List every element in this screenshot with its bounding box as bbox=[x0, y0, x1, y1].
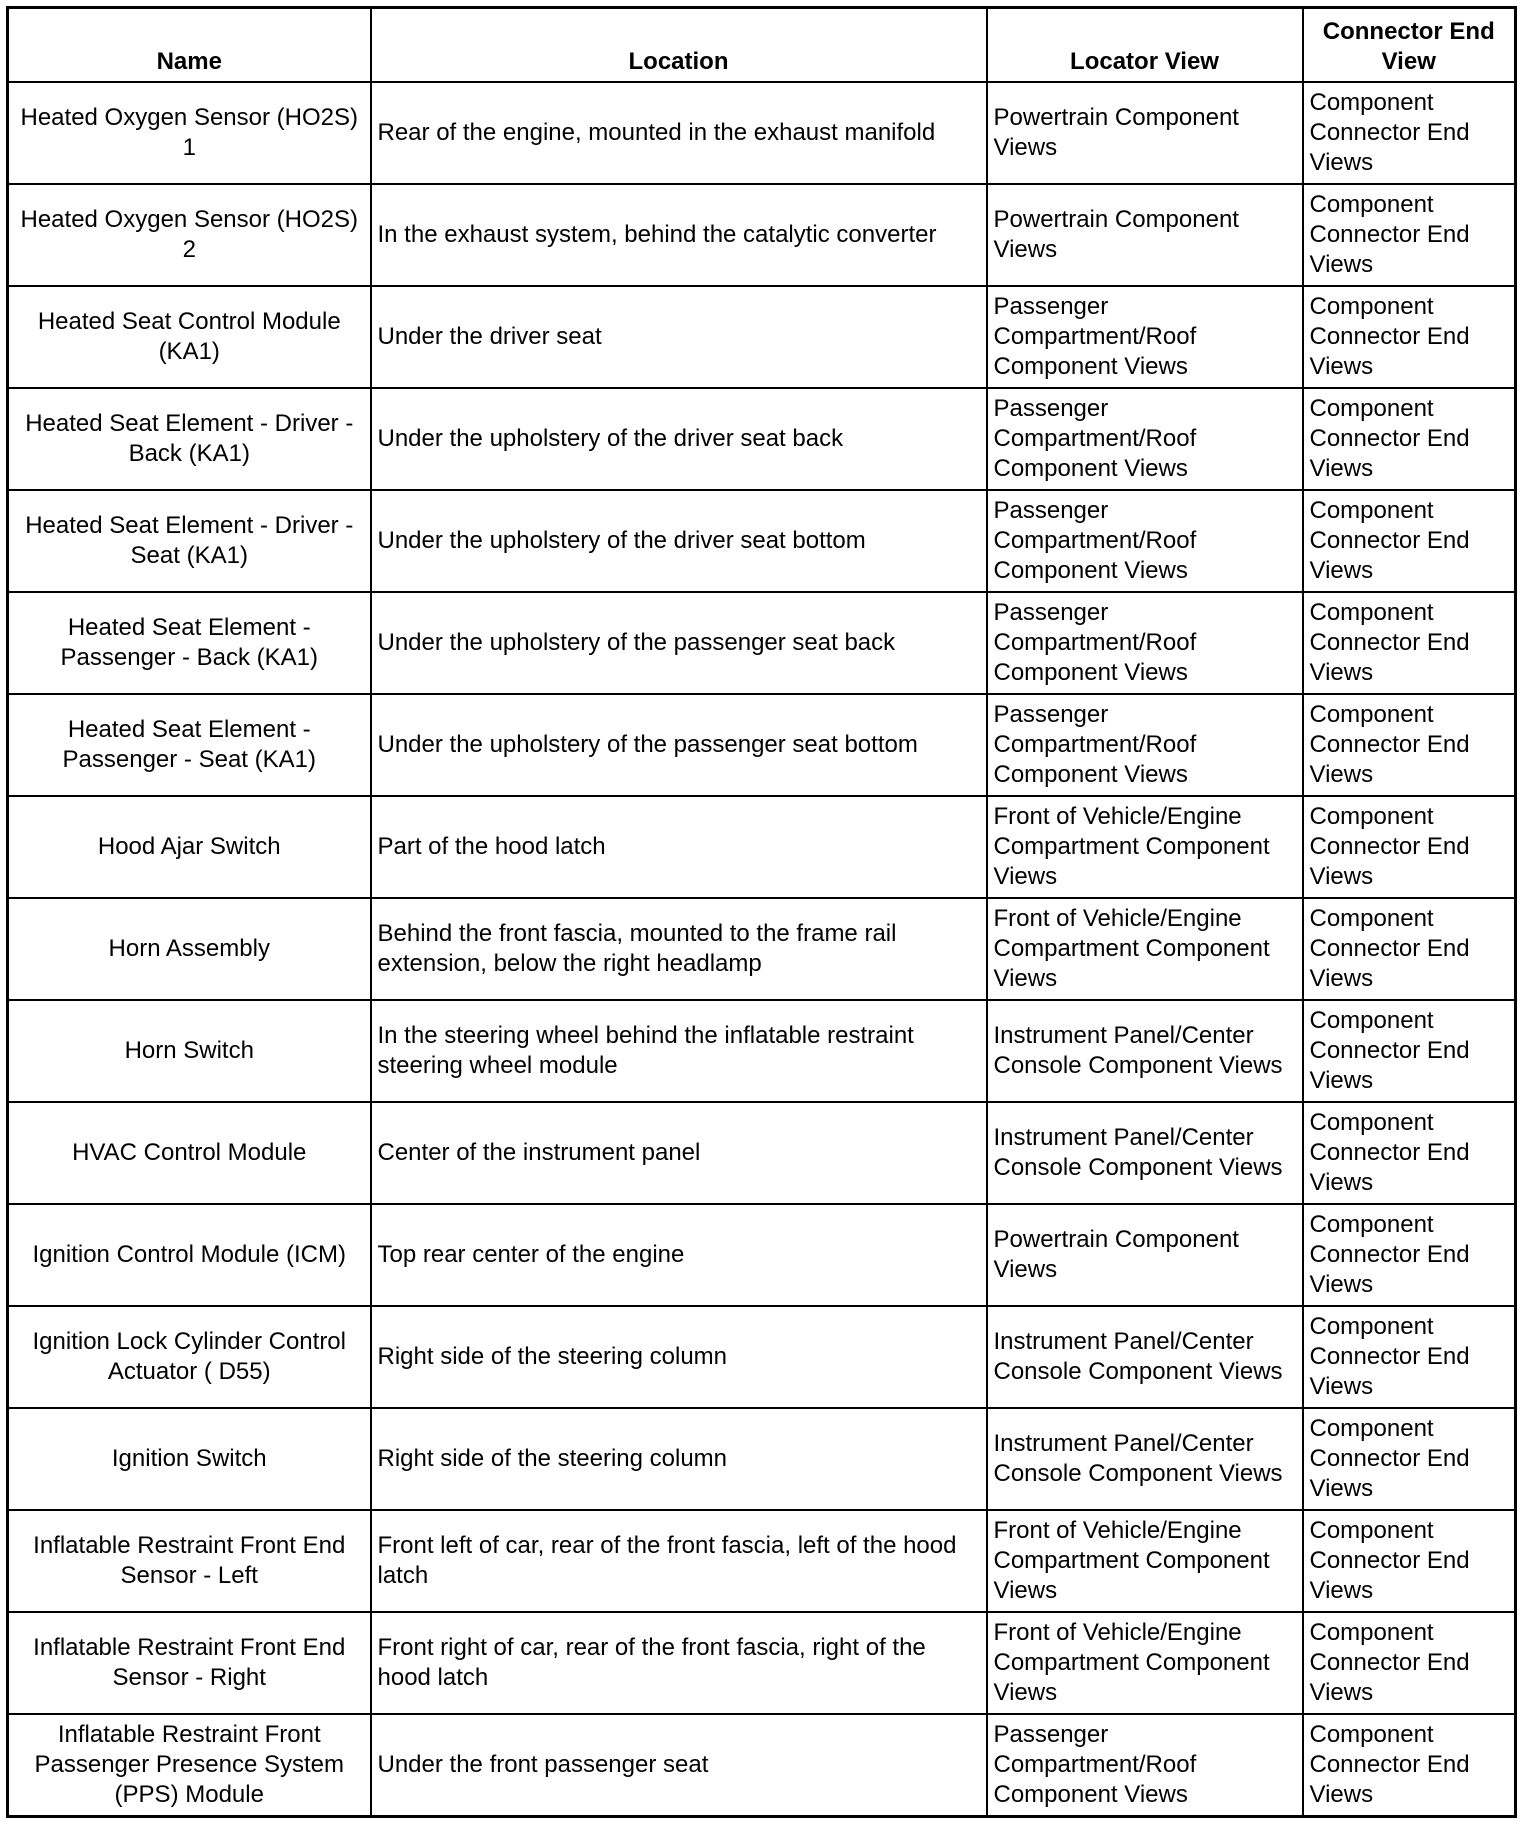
cell-name: Horn Switch bbox=[8, 1000, 371, 1102]
cell-connector-view: Component Connector End Views bbox=[1303, 1102, 1516, 1204]
cell-location: Under the upholstery of the driver seat back bbox=[371, 388, 987, 490]
cell-locator-view: Passenger Compartment/Roof Component Views bbox=[987, 490, 1303, 592]
cell-connector-view: Component Connector End Views bbox=[1303, 796, 1516, 898]
cell-name: Ignition Lock Cylinder Control Actuator ( D55) bbox=[8, 1306, 371, 1408]
cell-name: HVAC Control Module bbox=[8, 1102, 371, 1204]
cell-locator-view: Passenger Compartment/Roof Component Views bbox=[987, 388, 1303, 490]
table-row bbox=[8, 1612, 1516, 1714]
cell-name: Heated Oxygen Sensor (HO2S) 1 bbox=[8, 82, 371, 184]
cell-connector-view: Component Connector End Views bbox=[1303, 592, 1516, 694]
cell-location: Center of the instrument panel bbox=[371, 1102, 987, 1204]
cell-locator-view: Passenger Compartment/Roof Component Views bbox=[987, 694, 1303, 796]
cell-connector-view: Component Connector End Views bbox=[1303, 388, 1516, 490]
cell-name: Heated Oxygen Sensor (HO2S) 2 bbox=[8, 184, 371, 286]
cell-location: Part of the hood latch bbox=[371, 796, 987, 898]
cell-locator-view: Instrument Panel/Center Console Component Views bbox=[987, 1408, 1303, 1510]
cell-name: Ignition Control Module (ICM) bbox=[8, 1204, 371, 1306]
cell-connector-view: Component Connector End Views bbox=[1303, 82, 1516, 184]
cell-connector-view: Component Connector End Views bbox=[1303, 1306, 1516, 1408]
cell-locator-view: Front of Vehicle/Engine Compartment Component Views bbox=[987, 898, 1303, 1000]
cell-location: Right side of the steering column bbox=[371, 1408, 987, 1510]
header-name: Name bbox=[8, 8, 371, 83]
header-connector-end-view: Connector End View bbox=[1303, 8, 1516, 83]
cell-name: Inflatable Restraint Front End Sensor - Right bbox=[8, 1612, 371, 1714]
table-row bbox=[8, 1714, 1516, 1816]
cell-name: Inflatable Restraint Front End Sensor - Left bbox=[8, 1510, 371, 1612]
table-row bbox=[8, 796, 1516, 898]
cell-location: Behind the front fascia, mounted to the frame rail extension, below the right headlamp bbox=[371, 898, 987, 1000]
cell-locator-view: Passenger Compartment/Roof Component Views bbox=[987, 592, 1303, 694]
header-row bbox=[8, 8, 1516, 83]
cell-locator-view: Instrument Panel/Center Console Component Views bbox=[987, 1000, 1303, 1102]
cell-connector-view: Component Connector End Views bbox=[1303, 286, 1516, 388]
cell-locator-view: Passenger Compartment/Roof Component Views bbox=[987, 286, 1303, 388]
table-row bbox=[8, 898, 1516, 1000]
table-row bbox=[8, 490, 1516, 592]
cell-name: Horn Assembly bbox=[8, 898, 371, 1000]
cell-connector-view: Component Connector End Views bbox=[1303, 1612, 1516, 1714]
cell-name: Heated Seat Element - Driver - Back (KA1) bbox=[8, 388, 371, 490]
cell-name: Heated Seat Control Module (KA1) bbox=[8, 286, 371, 388]
cell-locator-view: Front of Vehicle/Engine Compartment Component Views bbox=[987, 1510, 1303, 1612]
table-row bbox=[8, 286, 1516, 388]
cell-connector-view: Component Connector End Views bbox=[1303, 694, 1516, 796]
cell-location: In the exhaust system, behind the catalytic converter bbox=[371, 184, 987, 286]
cell-locator-view: Front of Vehicle/Engine Compartment Component Views bbox=[987, 796, 1303, 898]
cell-name: Heated Seat Element - Driver - Seat (KA1) bbox=[8, 490, 371, 592]
table-row bbox=[8, 1000, 1516, 1102]
header-locator-view: Locator View bbox=[987, 8, 1303, 83]
cell-location: Under the upholstery of the driver seat bottom bbox=[371, 490, 987, 592]
cell-location: Right side of the steering column bbox=[371, 1306, 987, 1408]
cell-locator-view: Instrument Panel/Center Console Component Views bbox=[987, 1306, 1303, 1408]
table-row bbox=[8, 1306, 1516, 1408]
cell-location: Under the upholstery of the passenger seat bottom bbox=[371, 694, 987, 796]
cell-name: Hood Ajar Switch bbox=[8, 796, 371, 898]
cell-locator-view: Powertrain Component Views bbox=[987, 82, 1303, 184]
table-row bbox=[8, 694, 1516, 796]
header-location: Location bbox=[371, 8, 987, 83]
cell-locator-view: Instrument Panel/Center Console Component Views bbox=[987, 1102, 1303, 1204]
table-row bbox=[8, 592, 1516, 694]
cell-name: Heated Seat Element - Passenger - Back (KA1) bbox=[8, 592, 371, 694]
cell-name: Inflatable Restraint Front Passenger Presence System (PPS) Module bbox=[8, 1714, 371, 1816]
component-locator-table bbox=[6, 6, 1517, 1818]
cell-name: Ignition Switch bbox=[8, 1408, 371, 1510]
cell-connector-view: Component Connector End Views bbox=[1303, 184, 1516, 286]
cell-connector-view: Component Connector End Views bbox=[1303, 898, 1516, 1000]
table-row bbox=[8, 1204, 1516, 1306]
cell-locator-view: Passenger Compartment/Roof Component Views bbox=[987, 1714, 1303, 1816]
table-row bbox=[8, 184, 1516, 286]
table-row bbox=[8, 388, 1516, 490]
cell-location: Rear of the engine, mounted in the exhaust manifold bbox=[371, 82, 987, 184]
cell-connector-view: Component Connector End Views bbox=[1303, 1408, 1516, 1510]
cell-location: Under the front passenger seat bbox=[371, 1714, 987, 1816]
cell-location: Top rear center of the engine bbox=[371, 1204, 987, 1306]
cell-location: Under the upholstery of the passenger seat back bbox=[371, 592, 987, 694]
table-row bbox=[8, 1102, 1516, 1204]
cell-location: In the steering wheel behind the inflatable restraint steering wheel module bbox=[371, 1000, 987, 1102]
cell-location: Under the driver seat bbox=[371, 286, 987, 388]
table-row bbox=[8, 1510, 1516, 1612]
cell-locator-view: Powertrain Component Views bbox=[987, 184, 1303, 286]
cell-connector-view: Component Connector End Views bbox=[1303, 1510, 1516, 1612]
cell-location: Front right of car, rear of the front fascia, right of the hood latch bbox=[371, 1612, 987, 1714]
table-row bbox=[8, 82, 1516, 184]
cell-locator-view: Powertrain Component Views bbox=[987, 1204, 1303, 1306]
table-row bbox=[8, 1408, 1516, 1510]
cell-connector-view: Component Connector End Views bbox=[1303, 1204, 1516, 1306]
cell-connector-view: Component Connector End Views bbox=[1303, 490, 1516, 592]
cell-name: Heated Seat Element - Passenger - Seat (KA1) bbox=[8, 694, 371, 796]
cell-location: Front left of car, rear of the front fascia, left of the hood latch bbox=[371, 1510, 987, 1612]
cell-connector-view: Component Connector End Views bbox=[1303, 1000, 1516, 1102]
cell-locator-view: Front of Vehicle/Engine Compartment Component Views bbox=[987, 1612, 1303, 1714]
cell-connector-view: Component Connector End Views bbox=[1303, 1714, 1516, 1816]
